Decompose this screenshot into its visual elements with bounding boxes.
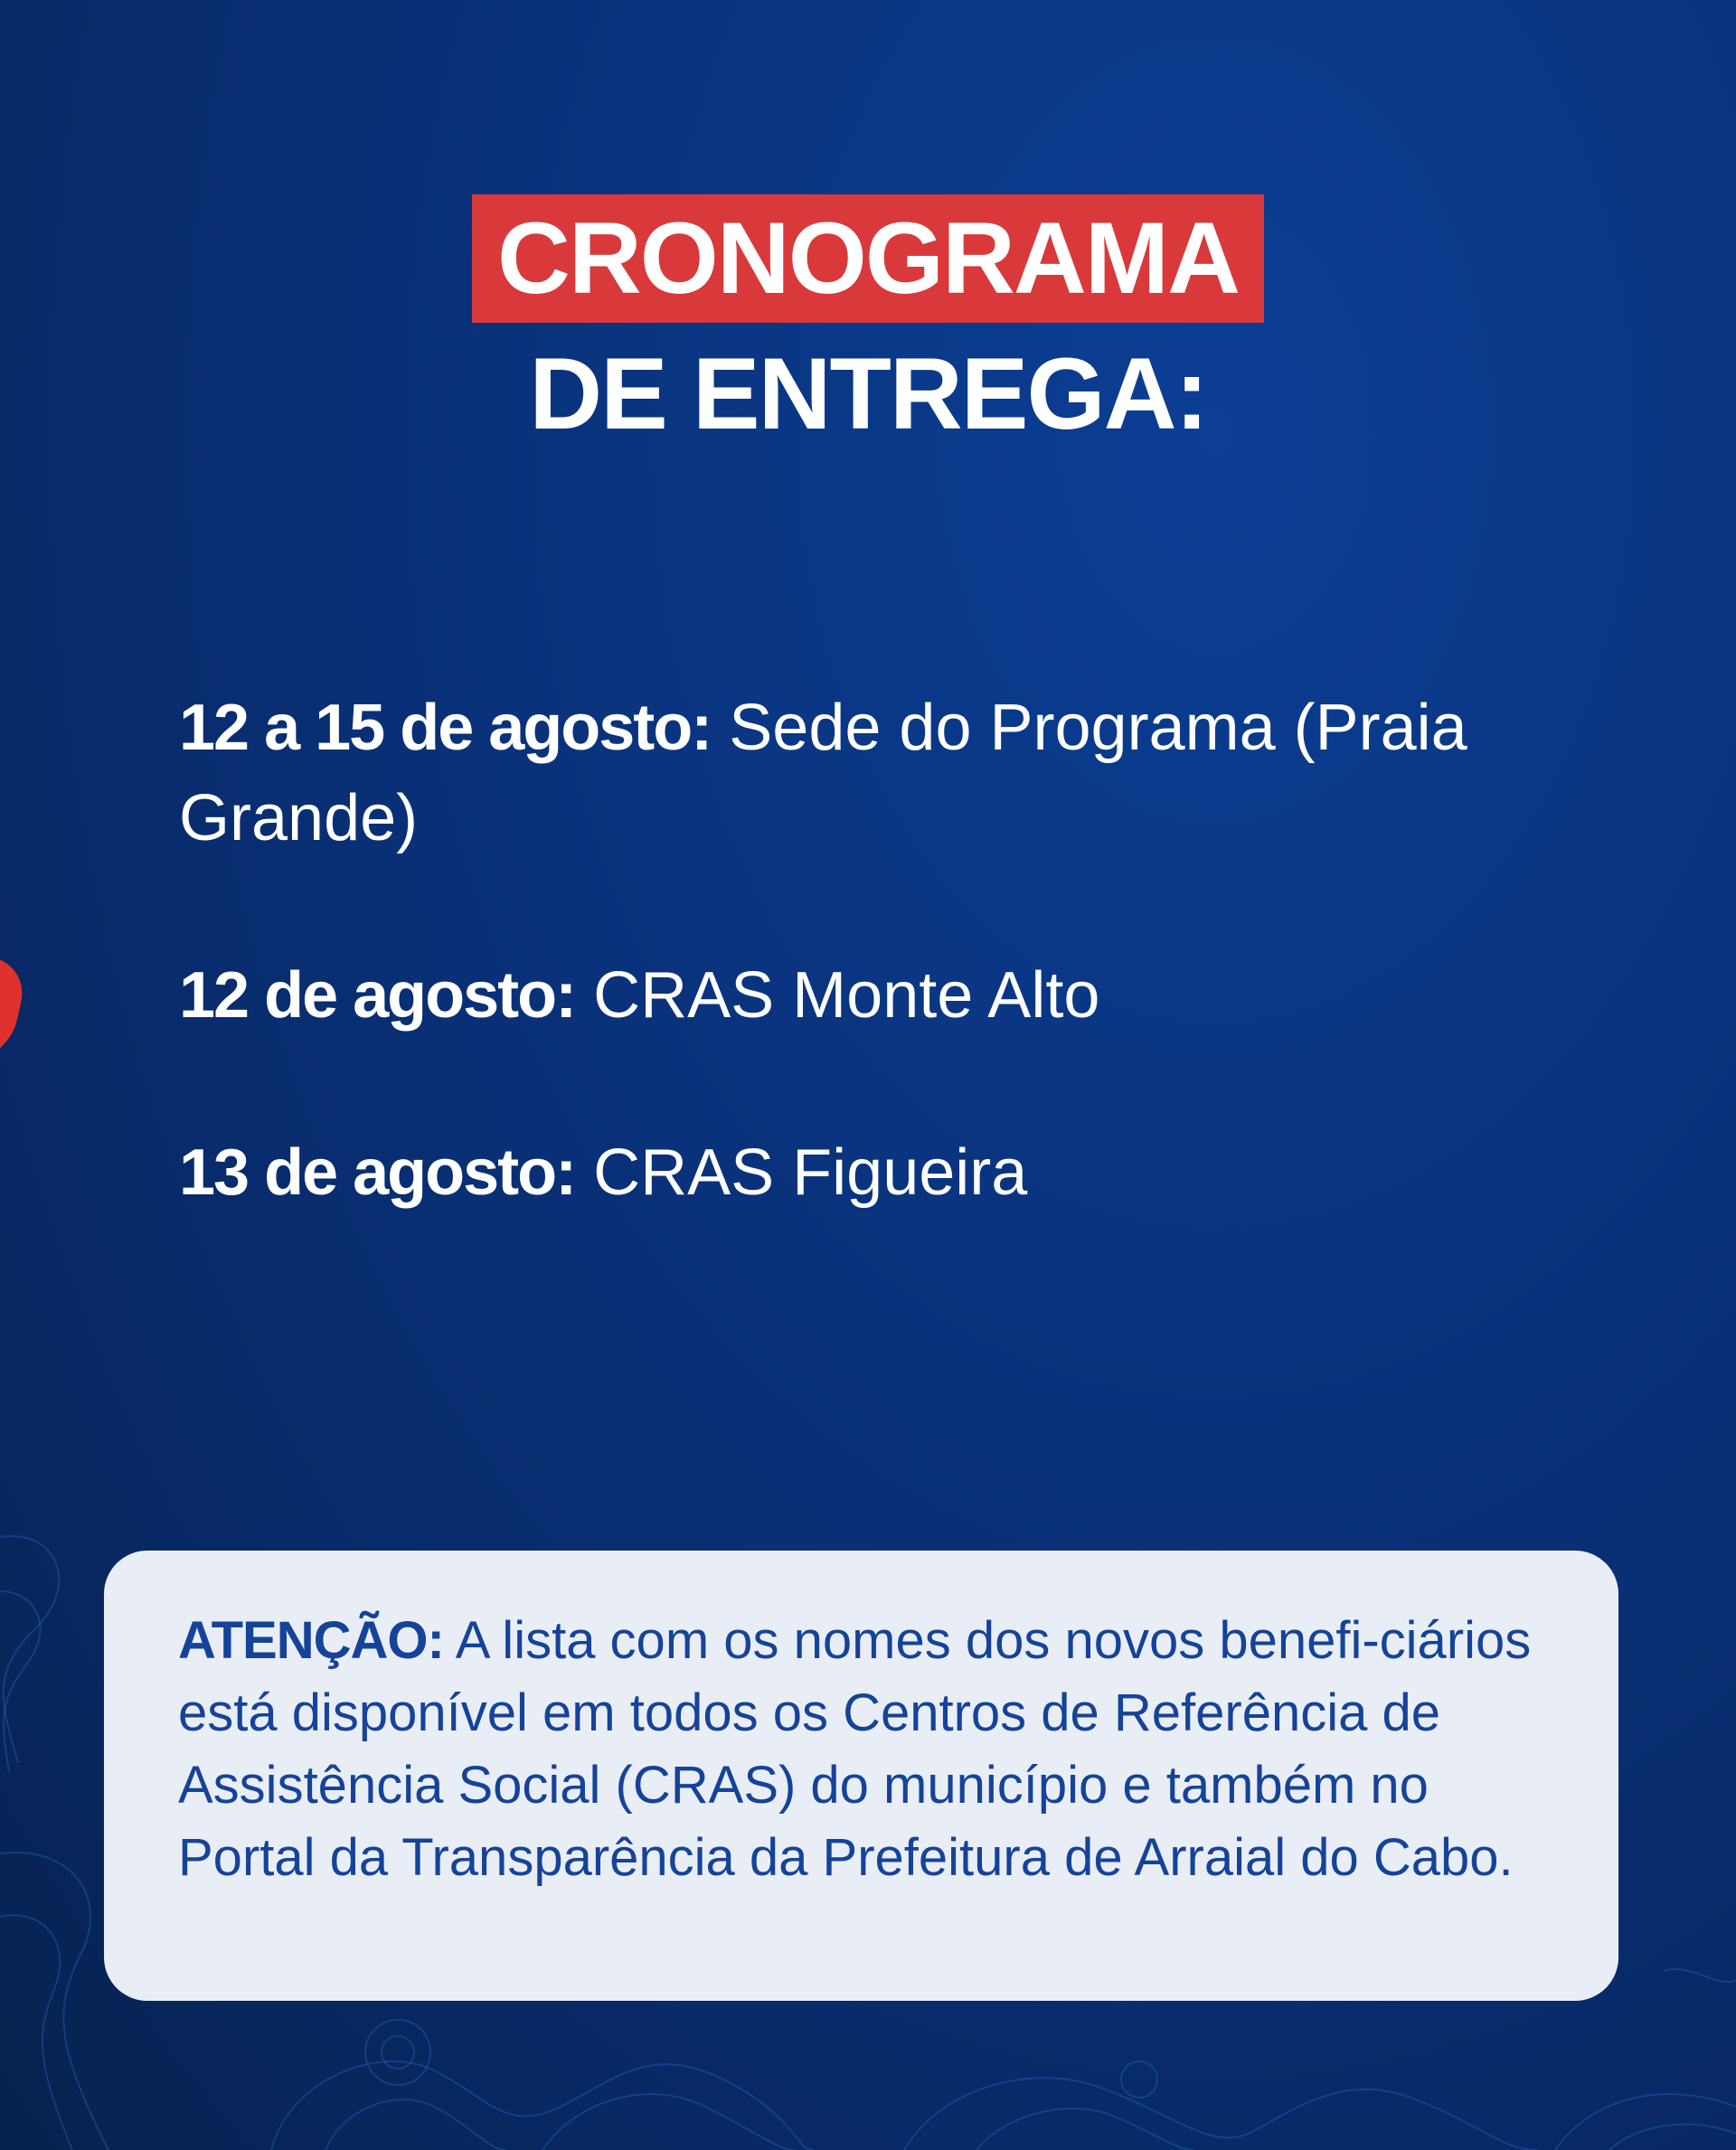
schedule-date: 12 de agosto:: [179, 959, 576, 1032]
notice-box: [104, 1551, 1618, 2001]
title-subtitle: DE ENTREGA:: [529, 337, 1207, 450]
notice-text: A lista com os nomes dos novos benefi-ciários está disponível em todos os Centros de Referência de Assistência Social (CRAS) do município e também no Portal da Transparência da Prefeitura de Arraial do Cabo.: [178, 1611, 1532, 1887]
schedule-place: CRAS Monte Alto: [593, 959, 1100, 1032]
red-accent-shape: [0, 954, 29, 1071]
schedule-list: [179, 683, 1535, 1305]
title-highlight: CRONOGRAMA: [472, 194, 1264, 323]
title: [0, 194, 1736, 462]
schedule-place: Sede do Programa (Praia Grande): [179, 692, 1467, 854]
schedule-item: [179, 683, 1535, 863]
schedule-item: [179, 1127, 1535, 1218]
schedule-date: 12 a 15 de agosto:: [179, 692, 712, 764]
schedule-item: [179, 950, 1535, 1041]
schedule-date: 13 de agosto:: [179, 1136, 576, 1209]
notice-label: ATENÇÃO:: [178, 1611, 444, 1670]
schedule-place: CRAS Figueira: [593, 1136, 1028, 1209]
